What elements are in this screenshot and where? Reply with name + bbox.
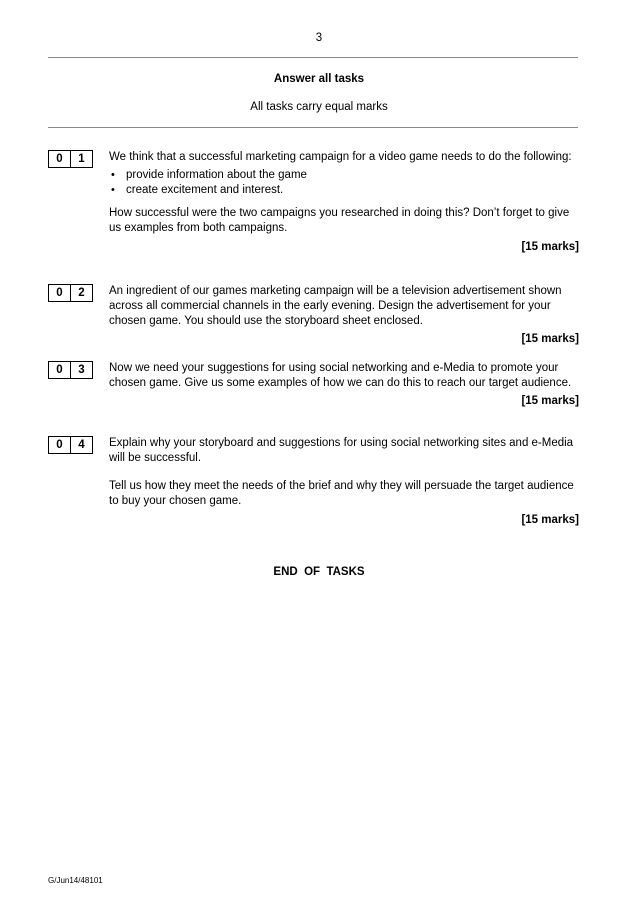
task-text: How successful were the two campaigns you researched in doing this? Don’t forget to give us examples from both campaigns. xyxy=(109,207,570,234)
task-number-digit: 2 xyxy=(70,285,92,301)
subheading: All tasks carry equal marks xyxy=(250,101,388,113)
task-intro: We think that a successful marketing campaign for a video game needs to do the following: xyxy=(109,151,572,163)
task-text-2: Tell us how they meet the needs of the brief and why they will persuade the target audience to buy your chosen game. xyxy=(109,480,574,507)
task-number-box-03 xyxy=(48,361,93,379)
marks-label: [15 marks] xyxy=(521,514,579,526)
task-number-digit: 4 xyxy=(70,437,92,453)
task-text: Now we need your suggestions for using social networking and e-Media to promote your chosen game. Give us some examples of how we can do this to reach our target audience. xyxy=(109,362,572,389)
task-number-digit: 0 xyxy=(56,153,63,165)
heading-rule xyxy=(48,127,578,128)
task-number-box-01 xyxy=(48,150,93,168)
task-03 xyxy=(109,361,579,409)
task-number-box-02 xyxy=(48,284,93,302)
list-item: • provide information about the game xyxy=(109,168,579,183)
list-item: • create excitement and interest. xyxy=(109,183,579,198)
task-number-digit: 0 xyxy=(56,287,63,299)
task-text: An ingredient of our games marketing campaign will be a television advertisement shown across all commercial channels in the early evening. Design the advertisement for your chosen game. You should use the storyboard sheet enclosed. xyxy=(109,285,562,327)
task-number-digit: 3 xyxy=(70,362,92,378)
task-number-digit: 0 xyxy=(56,439,63,451)
task-number-box-04 xyxy=(48,436,93,454)
top-rule xyxy=(48,57,578,58)
end-of-tasks: END OF TASKS xyxy=(273,566,365,578)
heading: Answer all tasks xyxy=(273,73,365,85)
task-01 xyxy=(109,150,579,255)
marks-label: [15 marks] xyxy=(521,241,579,253)
task-number-digit: 1 xyxy=(70,151,92,167)
task-02 xyxy=(109,284,579,347)
task-text: Explain why your storyboard and suggestions for using social networking sites and e-Media will be successful. xyxy=(109,437,574,464)
marks-label: [15 marks] xyxy=(521,395,579,407)
task-04 xyxy=(109,436,579,528)
page-number: 3 xyxy=(315,32,323,44)
footer-code: G/Jun14/48101 xyxy=(48,876,103,885)
bullet-list xyxy=(109,168,579,198)
task-number-digit: 0 xyxy=(56,364,63,376)
marks-label: [15 marks] xyxy=(521,333,579,345)
